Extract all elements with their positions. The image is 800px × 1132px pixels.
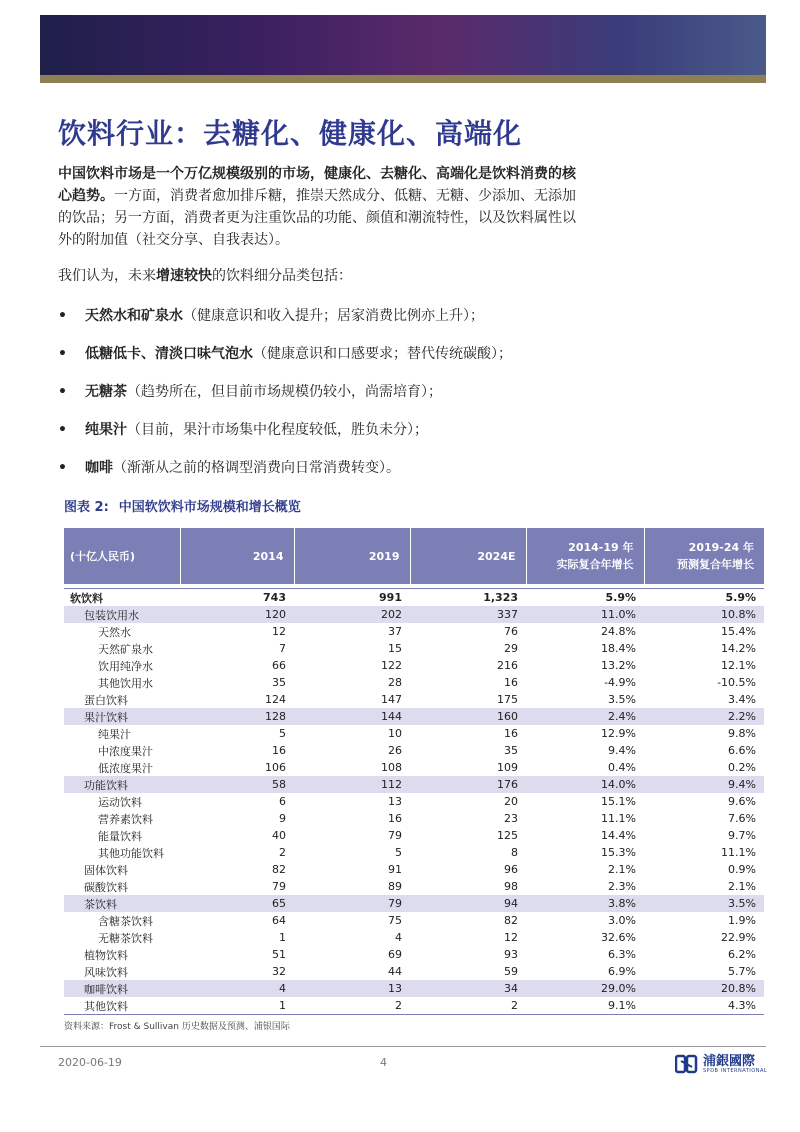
bullet-text: （健康意识和口感要求；替代传统碳酸）； xyxy=(253,346,512,362)
table-row xyxy=(64,861,764,878)
table-cell: 9.6% xyxy=(728,795,756,808)
table-cell: 6 xyxy=(279,795,286,808)
table-cell: 24.8% xyxy=(601,625,636,638)
header-cagr-forecast-label: 预测复合年增长 xyxy=(677,558,754,571)
table-row xyxy=(64,606,764,623)
table-cell: 35 xyxy=(504,744,518,757)
table-cell: 2.4% xyxy=(526,708,644,725)
row-label: 茶饮料 xyxy=(64,895,180,912)
table-cell: 4 xyxy=(395,931,402,944)
row-label: 固体饮料 xyxy=(84,863,128,877)
table-cell: 59 xyxy=(504,965,518,978)
brand-name: 浦銀國際 xyxy=(703,1053,756,1069)
table-cell: 26 xyxy=(388,744,402,757)
table-cell: 23 xyxy=(504,812,518,825)
table-cell: 16 xyxy=(504,676,518,689)
row-label: 营养素饮料 xyxy=(98,812,153,826)
row-label: 低浓度果汁 xyxy=(98,761,153,775)
lead-prefix: 我们认为，未来 xyxy=(58,268,156,284)
table-cell: 0.4% xyxy=(608,761,636,774)
table-cell: 1,323 xyxy=(410,589,526,607)
header-cagr-forecast-period: 2019-24 年 xyxy=(688,541,754,554)
table-cell: 79 xyxy=(272,880,286,893)
table-cell: 20.8% xyxy=(644,980,764,997)
table-cell: 94 xyxy=(410,895,526,912)
table-cell: 202 xyxy=(294,606,410,623)
table-cell: 216 xyxy=(497,659,518,672)
intro-rest: 一方面，消费者愈加排斥糖，推崇天然成分、低糖、无糖、少添加、无添加的饮品；另一方面，消费者更为注重饮品的功能、颜值和潮流特性，以及饮料属性以外的附加值（社交分享、自我表达）。 xyxy=(58,188,576,248)
table-cell: 79 xyxy=(294,895,410,912)
row-label: 含糖茶饮料 xyxy=(98,914,153,928)
table-row xyxy=(64,759,764,776)
header-cagr-actual xyxy=(526,528,644,584)
bullet-item xyxy=(58,343,512,363)
table-row xyxy=(64,708,764,725)
table-cell: 22.9% xyxy=(721,931,756,944)
table-row xyxy=(64,980,764,997)
source-note: 资料来源：Frost & Sullivan 历史数据及预测、浦银国际 xyxy=(64,1022,290,1032)
table-cell: 2.1% xyxy=(728,880,756,893)
header-banner xyxy=(40,15,766,75)
bullet-text: （目前，果汁市场集中化程度较低，胜负未分）； xyxy=(127,422,428,438)
table-cell: 16 xyxy=(388,812,402,825)
table-row xyxy=(64,963,764,980)
table-cell: 93 xyxy=(504,948,518,961)
table-cell: 8 xyxy=(511,846,518,859)
table-cell: 15.3% xyxy=(601,846,636,859)
table-cell: 5.7% xyxy=(728,965,756,978)
header-cagr-forecast xyxy=(644,528,764,584)
table-cell: 40 xyxy=(272,829,286,842)
header-cagr-actual-label: 实际复合年增长 xyxy=(556,558,634,571)
table-cell: 3.5% xyxy=(608,693,636,706)
table-cell: 124 xyxy=(265,693,286,706)
table-cell: 28 xyxy=(388,676,402,689)
table-row xyxy=(64,691,764,708)
intro-bold: 中国饮料市场是一个万亿规模级别的市场，健康化、去糖化、高端化是饮料消费的核心趋势。 xyxy=(58,166,576,204)
row-label: 植物饮料 xyxy=(84,948,128,962)
row-label: 纯果汁 xyxy=(98,727,131,741)
table-row xyxy=(64,946,764,963)
table-cell: 58 xyxy=(180,776,294,793)
table-cell: 10.8% xyxy=(644,606,764,623)
table-cell: 9.4% xyxy=(644,776,764,793)
table-row xyxy=(64,776,764,793)
row-label: 天然水 xyxy=(98,625,131,639)
bullet-marker: • xyxy=(58,460,67,476)
table-cell: 991 xyxy=(294,589,410,607)
table-cell: 7.6% xyxy=(728,812,756,825)
table-cell: 11.1% xyxy=(601,812,636,825)
table-cell: 12.1% xyxy=(721,659,756,672)
table-row xyxy=(64,674,764,691)
bullet-bold: 咖啡 xyxy=(85,460,113,476)
table-row xyxy=(64,623,764,640)
lead-bold: 增速较快 xyxy=(156,268,212,284)
table-cell: 15.4% xyxy=(721,625,756,638)
table-cell: 69 xyxy=(388,948,402,961)
market-size-table xyxy=(64,528,764,1015)
bullet-marker: • xyxy=(58,346,67,362)
table-cell: 20 xyxy=(504,795,518,808)
table-cell: 5 xyxy=(279,727,286,740)
table-cell: 4.3% xyxy=(644,997,764,1015)
row-label: 碳酸饮料 xyxy=(84,880,128,894)
bullet-marker: • xyxy=(58,384,67,400)
row-label: 其他功能饮料 xyxy=(98,846,164,860)
table-cell: 82 xyxy=(504,914,518,927)
table-cell: 1 xyxy=(180,997,294,1015)
bullet-text: （趋势所在，但目前市场规模仍较小，尚需培育）； xyxy=(127,384,442,400)
table-cell: 9.1% xyxy=(526,997,644,1015)
figure-caption xyxy=(64,496,301,515)
figure-label: 图表 2: xyxy=(64,500,109,515)
lead-sentence xyxy=(58,265,352,285)
table-cell: 66 xyxy=(272,659,286,672)
table-cell: 34 xyxy=(410,980,526,997)
table-cell: 175 xyxy=(497,693,518,706)
intro-paragraph xyxy=(58,163,588,251)
table-body xyxy=(64,584,764,1015)
bullet-item xyxy=(58,457,400,477)
table-cell: 11.0% xyxy=(526,606,644,623)
table-cell: 125 xyxy=(497,829,518,842)
table-cell: 14.4% xyxy=(601,829,636,842)
table-cell: 108 xyxy=(381,761,402,774)
table-row xyxy=(64,844,764,861)
row-label: 风味饮料 xyxy=(84,965,128,979)
bullet-bold: 低糖低卡、清淡口味气泡水 xyxy=(85,346,253,362)
bullet-bold: 无糖茶 xyxy=(85,384,127,400)
table-cell: 6.6% xyxy=(728,744,756,757)
table-cell: 18.4% xyxy=(601,642,636,655)
page-number: 4 xyxy=(380,1056,387,1069)
row-label: 包装饮用水 xyxy=(64,606,180,623)
table-cell: 128 xyxy=(180,708,294,725)
table-cell: 35 xyxy=(272,676,286,689)
table-cell: 176 xyxy=(410,776,526,793)
table-cell: 337 xyxy=(410,606,526,623)
table-cell: 44 xyxy=(388,965,402,978)
row-label: 果汁饮料 xyxy=(64,708,180,725)
table-cell: 743 xyxy=(180,589,294,607)
footer-rule xyxy=(40,1046,766,1047)
table-cell: 13 xyxy=(294,980,410,997)
bullet-item xyxy=(58,419,428,439)
header-2019: 2019 xyxy=(294,528,410,584)
table-cell: 3.0% xyxy=(608,914,636,927)
row-label: 饮用纯净水 xyxy=(98,659,153,673)
bullet-marker: • xyxy=(58,422,67,438)
table-cell: 16 xyxy=(504,727,518,740)
row-label: 天然矿泉水 xyxy=(98,642,153,656)
table-cell: 14.2% xyxy=(721,642,756,655)
table-cell: 75 xyxy=(388,914,402,927)
table-row xyxy=(64,810,764,827)
table-cell: 15.1% xyxy=(601,795,636,808)
table-row xyxy=(64,793,764,810)
bullet-bold: 纯果汁 xyxy=(85,422,127,438)
table-cell: 12 xyxy=(504,931,518,944)
table-cell: 2.3% xyxy=(608,880,636,893)
bullet-text: （健康意识和收入提升；居家消费比例亦上升）； xyxy=(183,308,484,324)
header-gold-rule xyxy=(40,75,766,83)
table-cell: 32.6% xyxy=(601,931,636,944)
table-cell: 1.9% xyxy=(728,914,756,927)
table-cell: 51 xyxy=(272,948,286,961)
table-cell: 9.4% xyxy=(608,744,636,757)
table-cell: 89 xyxy=(388,880,402,893)
row-label: 其他饮料 xyxy=(64,997,180,1015)
figure-title: 中国软饮料市场规模和增长概览 xyxy=(118,500,301,515)
row-label: 软饮料 xyxy=(64,589,180,607)
table-cell: 6.2% xyxy=(728,948,756,961)
table-cell: 112 xyxy=(294,776,410,793)
table-cell: -4.9% xyxy=(604,676,636,689)
table-cell: 3.4% xyxy=(728,693,756,706)
table-cell: 76 xyxy=(504,625,518,638)
table-cell: 1 xyxy=(279,931,286,944)
row-label: 无糖茶饮料 xyxy=(98,931,153,945)
table-cell: 5.9% xyxy=(526,589,644,607)
table-cell: 82 xyxy=(272,863,286,876)
table-header-row xyxy=(64,528,764,584)
table-cell: 29.0% xyxy=(526,980,644,997)
table-cell: -10.5% xyxy=(717,676,756,689)
table-row xyxy=(64,878,764,895)
header-2024e: 2024E xyxy=(410,528,526,584)
table-cell: 3.5% xyxy=(644,895,764,912)
table-cell: 0.9% xyxy=(728,863,756,876)
table-cell: 91 xyxy=(388,863,402,876)
table-row xyxy=(64,912,764,929)
header-unit: (十亿人民币) xyxy=(64,528,180,584)
row-label: 咖啡饮料 xyxy=(64,980,180,997)
table-cell: 13.2% xyxy=(601,659,636,672)
table-cell: 79 xyxy=(388,829,402,842)
brand-logo xyxy=(675,1052,767,1076)
brand-mark-icon xyxy=(675,1053,699,1075)
table-cell: 96 xyxy=(504,863,518,876)
header-cagr-actual-period: 2014-19 年 xyxy=(568,541,634,554)
table-cell: 12 xyxy=(272,625,286,638)
table-row xyxy=(64,742,764,759)
bullet-item xyxy=(58,305,484,325)
bullet-marker: • xyxy=(58,308,67,324)
table-cell: 9 xyxy=(279,812,286,825)
brand-subtitle: SPDB INTERNATIONAL xyxy=(703,1067,768,1074)
table-cell: 11.1% xyxy=(721,846,756,859)
table-row xyxy=(64,997,764,1015)
table-row xyxy=(64,640,764,657)
table-cell: 4 xyxy=(180,980,294,997)
row-label: 其他饮用水 xyxy=(98,676,153,690)
table-cell: 2 xyxy=(294,997,410,1015)
table-cell: 15 xyxy=(388,642,402,655)
table-cell: 144 xyxy=(294,708,410,725)
table-cell: 12.9% xyxy=(601,727,636,740)
table-cell: 37 xyxy=(388,625,402,638)
table-row xyxy=(64,895,764,912)
table-cell: 6.9% xyxy=(608,965,636,978)
table-cell: 5.9% xyxy=(644,589,764,607)
table-cell: 29 xyxy=(504,642,518,655)
table-cell: 16 xyxy=(272,744,286,757)
footer-date: 2020-06-19 xyxy=(58,1056,122,1069)
table-cell: 3.8% xyxy=(526,895,644,912)
row-label: 功能饮料 xyxy=(64,776,180,793)
row-label: 蛋白饮料 xyxy=(84,693,128,707)
table-cell: 64 xyxy=(272,914,286,927)
table-cell: 32 xyxy=(272,965,286,978)
row-label: 中浓度果汁 xyxy=(98,744,153,758)
table-cell: 2.2% xyxy=(644,708,764,725)
header-2014: 2014 xyxy=(180,528,294,584)
bullet-text: （渐渐从之前的格调型消费向日常消费转变）。 xyxy=(113,460,400,476)
table-cell: 7 xyxy=(279,642,286,655)
table-cell: 109 xyxy=(497,761,518,774)
table-row xyxy=(64,657,764,674)
row-label: 运动饮料 xyxy=(98,795,142,809)
table-cell: 6.3% xyxy=(608,948,636,961)
bullet-bold: 天然水和矿泉水 xyxy=(85,308,183,324)
table-cell: 122 xyxy=(381,659,402,672)
table-cell: 2 xyxy=(410,997,526,1015)
bullet-item xyxy=(58,381,442,401)
table-cell: 160 xyxy=(410,708,526,725)
row-label: 能量饮料 xyxy=(98,829,142,843)
table-cell: 98 xyxy=(504,880,518,893)
table-row xyxy=(64,827,764,844)
table-cell: 9.7% xyxy=(728,829,756,842)
table-cell: 65 xyxy=(180,895,294,912)
table-cell: 147 xyxy=(381,693,402,706)
table-cell: 2 xyxy=(279,846,286,859)
table-cell: 5 xyxy=(395,846,402,859)
lead-suffix: 的饮料细分品类包括： xyxy=(212,268,352,284)
table-cell: 13 xyxy=(388,795,402,808)
table-cell: 9.8% xyxy=(728,727,756,740)
table-cell: 10 xyxy=(388,727,402,740)
table-row xyxy=(64,929,764,946)
table-cell: 14.0% xyxy=(526,776,644,793)
table-row xyxy=(64,589,764,607)
table-cell: 2.1% xyxy=(608,863,636,876)
table-cell: 106 xyxy=(265,761,286,774)
table-cell: 120 xyxy=(180,606,294,623)
page-title: 饮料行业：去糖化、健康化、高端化 xyxy=(58,117,523,150)
table-row xyxy=(64,725,764,742)
table-cell: 0.2% xyxy=(728,761,756,774)
